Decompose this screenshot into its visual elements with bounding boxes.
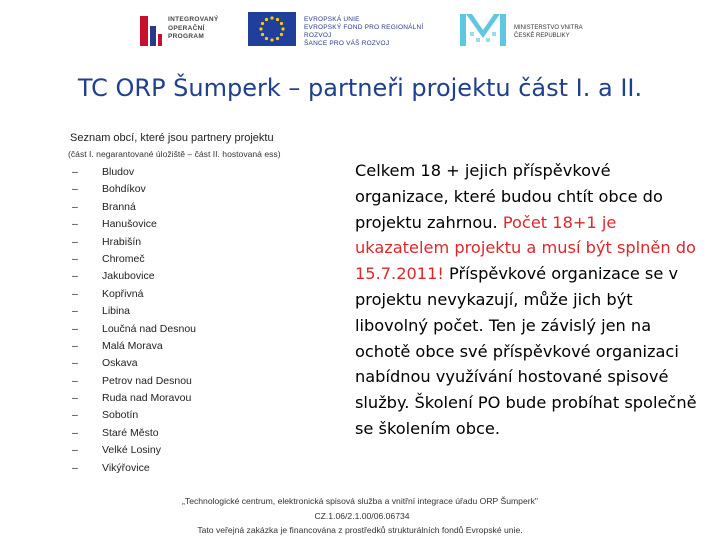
mv-mark-icon (460, 12, 506, 48)
municipality-item (72, 425, 196, 442)
list-bullet: – (72, 252, 78, 265)
municipality-item (72, 181, 196, 198)
list-bullet: – (72, 322, 78, 335)
municipality-item (72, 234, 196, 251)
slide-title: TC ORP Šumperk – partneři projektu část I. a II. (77, 74, 643, 102)
iop-logo (140, 12, 232, 50)
list-bullet: – (72, 183, 78, 196)
municipality-name: Ruda nad Moravou (102, 392, 192, 405)
municipality-name: Chromeč (102, 252, 145, 265)
list-bullet: – (72, 461, 78, 474)
municipality-item (72, 286, 196, 303)
municipality-item (72, 216, 196, 233)
footer-project-code: CZ.1.06/2.1.00/06.06734 (314, 510, 410, 521)
municipality-item (72, 268, 196, 285)
mv-logo-text: MINISTERSTVO VNITRA ČESKÉ REPUBLIKY (514, 25, 583, 39)
municipality-name: Jakubovice (102, 270, 155, 283)
municipality-name: Oskava (102, 357, 138, 370)
municipality-name: Malá Morava (102, 339, 163, 352)
iop-mark-icon (140, 16, 162, 46)
eu-flag-icon (248, 12, 296, 46)
municipality-item (72, 460, 196, 477)
list-bullet: – (72, 392, 78, 405)
list-bullet: – (72, 270, 78, 283)
municipality-name: Bludov (102, 166, 135, 178)
project-info-text (355, 158, 700, 442)
list-bullet: – (72, 305, 78, 318)
municipality-item (72, 251, 196, 268)
list-bullet: – (72, 218, 78, 231)
municipality-item (72, 407, 196, 424)
list-bullet: – (72, 166, 78, 178)
municipality-item (72, 442, 196, 459)
list-bullet: – (72, 374, 78, 387)
municipality-name: Libina (102, 305, 131, 318)
list-bullet: – (72, 235, 78, 248)
municipality-list (72, 164, 196, 477)
info-text-highlight: Počet 18+1 je ukazatelem projektu a musí být splněn do 15.7.2011! (355, 212, 696, 284)
municipality-name: Petrov nad Desnou (102, 374, 192, 387)
list-bullet: – (72, 426, 78, 439)
municipality-item (72, 321, 196, 338)
municipality-name: Bohdíkov (102, 183, 146, 196)
footer (0, 494, 720, 538)
list-bullet: – (72, 287, 78, 300)
municipality-item (72, 164, 196, 181)
municipality-name: Vikýřovice (102, 461, 150, 474)
info-text-part-1: Celkem 18 + jejich příspěvkové organizace, které budou chtít obce do projektu zahrnou. (355, 161, 663, 232)
list-bullet: – (72, 339, 78, 352)
municipality-name: Staré Město (102, 426, 159, 439)
footer-funding-note: Tato veřejná zakázka je financována z prostředků strukturálních fondů Evropské unie. (197, 525, 523, 535)
logo-bar (0, 0, 720, 64)
footer-project-name: „Technologické centrum, elektronická spisová služba a vnitřní integrace úřadu ORP Šumperk" (182, 496, 538, 506)
list-bullet: – (72, 409, 78, 422)
municipality-item (72, 373, 196, 390)
municipality-item (72, 199, 196, 216)
list-bullet: – (72, 357, 78, 370)
list-bullet: – (72, 200, 78, 213)
municipality-name: Branná (102, 200, 136, 213)
eu-logo (248, 10, 448, 50)
municipality-name: Hanušovice (102, 218, 157, 231)
eu-logo-text: EVROPSKÁ UNIE EVROPSKÝ FOND PRO REGIONÁLNÍ ROZVOJ ŠANCE PRO VÁŠ ROZVOJ (304, 16, 424, 47)
mv-logo (460, 10, 600, 50)
municipality-name: Kopřivná (102, 287, 144, 300)
partner-list-subheading: (část I. negarantované úložiště – část II. hostovaná ess) (68, 149, 281, 159)
municipality-item (72, 355, 196, 372)
municipality-name: Loučná nad Desnou (102, 322, 196, 335)
partner-list-heading: Seznam obcí, které jsou partnery projektu (70, 132, 274, 144)
iop-logo-text: INTEGROVANÝ OPERAČNÍ PROGRAM (168, 16, 219, 40)
municipality-name: Sobotín (102, 409, 139, 422)
municipality-item (72, 390, 196, 407)
list-bullet: – (72, 444, 78, 457)
municipality-name: Velké Losiny (102, 444, 161, 457)
info-text-part-2: Příspěvkové organizace se v projektu nevykazují, může jich být libovolný počet. Ten je závislý jen na ochotě obce své příspěvkové organizaci nabídnou využívání hostované spisové služby. Školení PO bude probíhat společně se školením obce. (355, 264, 697, 438)
municipality-item (72, 303, 196, 320)
municipality-item (72, 338, 196, 355)
municipality-name: Hrabišín (102, 235, 142, 248)
